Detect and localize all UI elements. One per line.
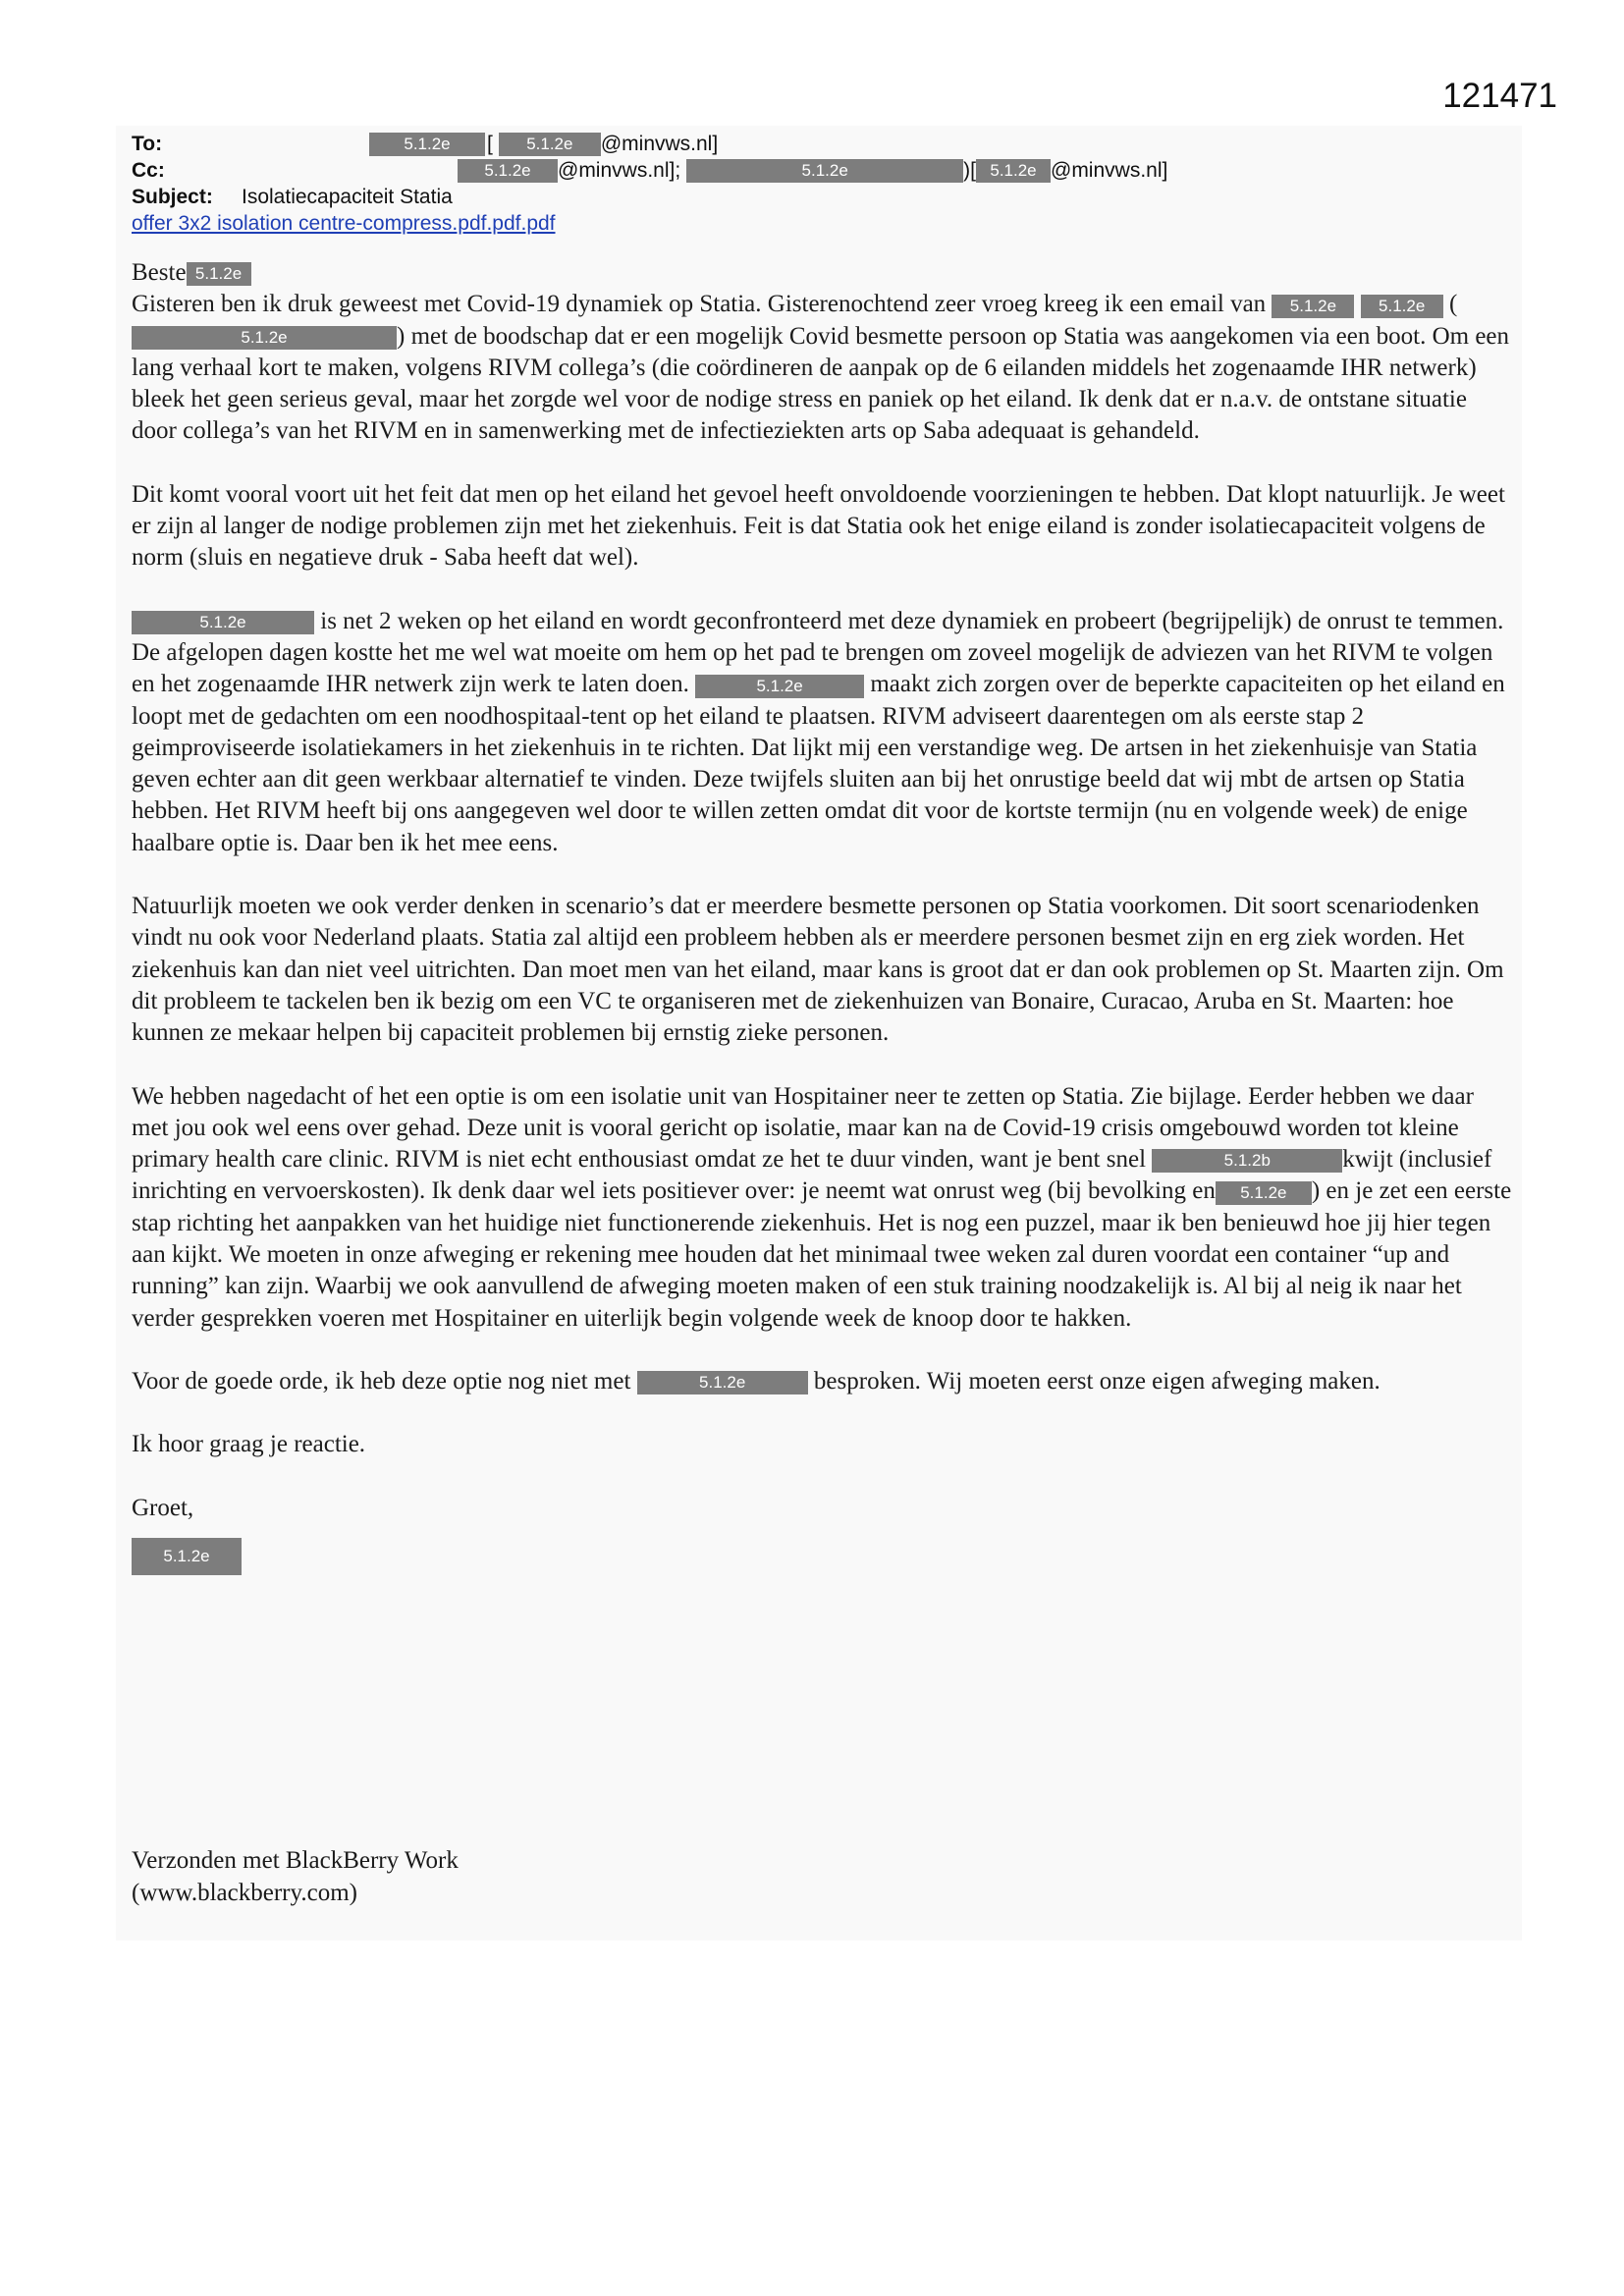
email-footer [132,1844,459,1909]
to-row [132,131,1408,157]
closing: Groet, [132,1494,194,1521]
paragraph-3 [132,606,1516,859]
attachment-link[interactable]: offer 3x2 isolation centre-compress.pdf.pdf.pdf [132,212,556,235]
to-domain: @minvws.nl] [600,133,719,155]
redaction-box: 5.1.2e [1272,295,1354,318]
paragraph-1-text-b: ( [1448,291,1458,318]
footer-url: (www.blackberry.com) [132,1880,357,1906]
cc-domain-1: @minvws.nl]; [558,159,681,182]
cc-separator: )[ [963,159,976,182]
paragraph-7: Ik hoor graag je reactie. [132,1431,366,1458]
redaction-box: 5.1.2e [1361,295,1443,318]
paragraph-3-text-a: is net 2 weken op het eiland en wordt geconfronteerd met deze dynamiek en probeert (begrijpelijk) de onrust te temmen. De afgelopen dagen kostte het me wel wat moeite om hem op het pad te brengen om zoveel mogelijk de adviezen van het RIVM te volgen en het zogenaamde IHR netwerk zijn werk te laten doen. [132,607,1504,698]
redaction-box: 5.1.2e [499,133,601,156]
signature [132,1538,1516,1575]
paragraph-5 [132,1081,1516,1335]
to-label: To: [132,133,163,155]
paragraph-6 [132,1366,1516,1397]
footer-sent-with: Verzonden met BlackBerry Work [132,1847,459,1874]
paragraph-1 [132,257,1516,448]
paragraph-1-text-c: ) met de boodschap dat er een mogelijk Covid besmette persoon op Statia was aangekomen via een boot. Om een lang verhaal kort te maken, volgens RIVM collega’s (die coördineren de aanpak op de 6 eilanden middels het zogenaamde IHR netwerk) bleek het geen serieus geval, maar het zorgde wel voor de nodige stress en paniek op het eiland. Ik denk dat er n.a.v. de ontstane situatie door collega’s van het RIVM en in samenwerking met de infectieziekten arts op Saba adequaat is gehandeld. [132,322,1510,445]
email-header [132,131,1408,237]
redaction-box: 5.1.2e [1216,1181,1312,1205]
redaction-box: 5.1.2e [369,133,485,156]
paragraph-4: Natuurlijk moeten we ook verder denken in scenario’s dat er meerdere besmette personen op Statia voorkomen. Dit soort scenariodenken vindt nu ook voor Nederland plaats. Statia zal altijd een probleem hebben als er meerdere personen besmet zijn en erg ziek worden. Het ziekenhuis kan dan niet veel uitrichten. Dan moet men van het eiland, maar kans is groot dat er dan ook problemen op St. Maarten zijn. Om dit probleem te tackelen ben ik bezig om een VC te organiseren met de ziekenhuizen van Bonaire, Curacao, Aruba en St. Maarten: hoe kunnen ze mekaar helpen bij capaciteit problemen bij ernstig zieke personen. [132,893,1504,1047]
to-bracket: [ [487,133,493,155]
redaction-box: 5.1.2e [976,159,1051,183]
paragraph-1-text-a: Gisteren ben ik druk geweest met Covid-19 dynamiek op Statia. Gisterenochtend zeer vroeg kreeg ik een email van [132,291,1267,318]
cc-label: Cc: [132,159,165,182]
redaction-box: 5.1.2e [695,675,864,698]
page-number: 121471 [1442,77,1557,115]
paragraph-5-text-a: We hebben nagedacht of het een optie is om een isolatie unit van Hospitainer neer te zetten op Statia. Zie bijlage. Eerder hebben we daar met jou ook wel eens over gehad. Deze unit is vooral gericht op isolatie, maar kan na de Covid-19 crisis omgebouwd worden tot kleine primary health care clinic. RIVM is niet echt enthousiast omdat ze het te duur vinden, want je bent snel [132,1082,1474,1174]
paragraph-3-text-b: maakt zich zorgen over de beperkte capaciteiten op het eiland en loopt met de gedachten om een noodhospitaal-tent op het eiland te plaatsen. RIVM adviseert daarentegen om als eerste stap 2 geimproviseerde isolatiekamers in het ziekenhuis in te richten. Dat lijkt mij een verstandige weg. De artsen in het ziekenhuisje van Statia geven echter aan dit geen werkbaar alternatief te vinden. Deze twijfels sluiten aan bij het onrustige beeld dat wij mbt de artsen op Statia hebben. Het RIVM heeft bij ons aangegeven wel door te willen zetten omdat dit voor de kortste termijn (nu en volgende week) de enige haalbare optie is. Daar ben ik het mee eens. [132,671,1505,856]
redaction-box: 5.1.2e [686,159,963,183]
paragraph-2: Dit komt vooral voort uit het feit dat men op het eiland het gevoel heeft onvoldoende voorzieningen te hebben. Dat klopt natuurlijk. Je weet er zijn al langer de nodige problemen zijn met het ziekenhuis. Feit is dat Statia ook het enige eiland is zonder isolatiecapaciteit volgens de norm (sluis en negatieve druk - Saba heeft dat wel). [132,480,1505,572]
paragraph-6-text-b: besproken. Wij moeten eerst onze eigen afweging maken. [813,1367,1380,1394]
paragraph-5-text-b: kwijt (inclusief inrichting en vervoerskosten). Ik denk daar wel iets positiever over: je neemt wat onrust weg (bij bevolking en [132,1146,1492,1205]
cc-domain-2: @minvws.nl] [1051,159,1168,182]
redaction-box: 5.1.2e [132,611,314,634]
salutation: Beste [132,259,187,286]
subject-label: Subject: [132,186,213,208]
attachment-row [132,210,1408,237]
redaction-box: 5.1.2e [132,326,397,350]
redaction-box: 5.1.2e [637,1371,808,1394]
paragraph-5-text-c: ) en je zet een eerste stap richting het aanpakken van het huidige niet functionerende ziekenhuis. Het is nog een puzzel, maar ik ben benieuwd hoe jij hier tegen aan kijkt. We moeten in onze afweging er rekening mee houden dat het minimaal twee weken zal duren voordat een container “up and running” kan zijn. Waarbij we ook aanvullend de afweging moeten maken of een stuk training noodzakelijk is. Al bij al neig ik naar het verder gesprekken voeren met Hospitainer en uiterlijk begin volgende week de knoop door te hakken. [132,1177,1512,1332]
redaction-box: 5.1.2e [458,159,558,183]
email-body [132,257,1516,1575]
redaction-box: 5.1.2e [132,1538,242,1575]
subject-text: Isolatiecapaciteit Statia [242,186,453,208]
redaction-box: 5.1.2b [1152,1149,1342,1173]
cc-row [132,157,1408,184]
paragraph-6-text-a: Voor de goede orde, ik heb deze optie nog niet met [132,1367,631,1394]
subject-row [132,184,1408,210]
redaction-box: 5.1.2e [187,262,251,286]
